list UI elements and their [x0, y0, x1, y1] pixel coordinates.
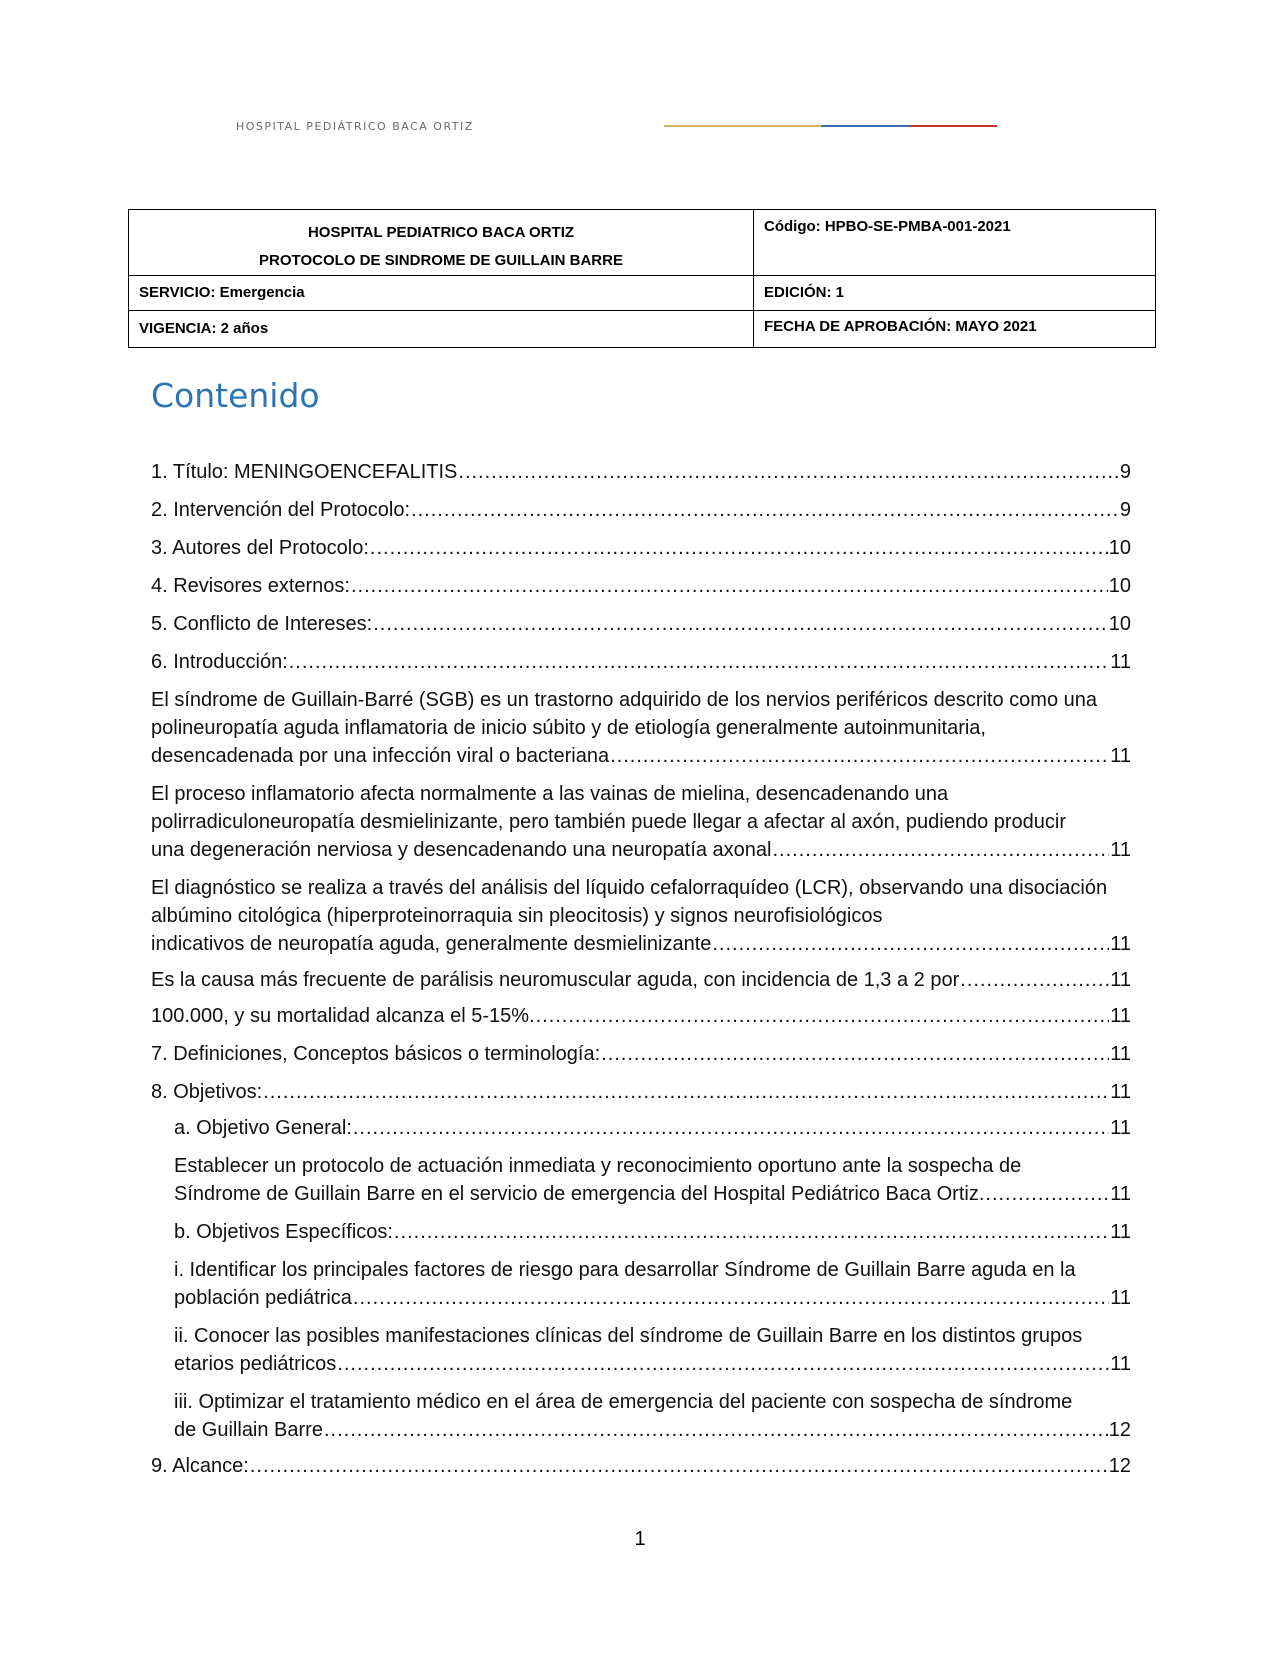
- toc-entry-title: población pediátrica: [174, 1287, 352, 1309]
- logo-line-blue: [821, 125, 909, 127]
- toc-dot-leader: [394, 1218, 1109, 1246]
- edicion-value: EDICIÓN: 1: [764, 284, 845, 301]
- toc-entry[interactable]: [151, 1322, 1131, 1378]
- fecha-cell: [754, 311, 1156, 348]
- toc-dot-leader: [351, 572, 1108, 600]
- table-of-contents: [151, 458, 1131, 1480]
- toc-entry-title: 9. Alcance:: [151, 1455, 249, 1477]
- toc-page-number: 12: [1108, 1455, 1131, 1477]
- toc-dot-leader: [960, 966, 1109, 994]
- toc-page-number: 10: [1108, 575, 1131, 597]
- toc-entry-title: 2. Intervención del Protocolo:: [151, 499, 411, 521]
- vigencia-value: VIGENCIA: 2 años: [139, 320, 269, 337]
- toc-entry-title: Es la causa más frecuente de parálisis neuromuscular aguda, con incidencia de 1,3 a 2 por: [151, 969, 960, 991]
- toc-page-number: 11: [1110, 1183, 1131, 1205]
- toc-entry[interactable]: [151, 1218, 1131, 1246]
- toc-entry-title: 3. Autores del Protocolo:: [151, 537, 369, 559]
- toc-entry-title: 4. Revisores externos:: [151, 575, 350, 597]
- toc-dot-leader: [458, 458, 1118, 486]
- toc-dot-leader: [610, 742, 1109, 770]
- toc-dot-leader: [263, 1078, 1109, 1106]
- toc-entry-text: iii. Optimizar el tratamiento médico en el área de emergencia del paciente con sospecha de síndrome: [174, 1391, 1073, 1413]
- edicion-cell: [754, 276, 1156, 311]
- toc-entry[interactable]: [151, 1152, 1131, 1208]
- page-number: 1: [634, 1528, 646, 1550]
- servicio-value: SERVICIO: Emergencia: [139, 284, 305, 301]
- toc-dot-leader: [353, 1114, 1109, 1142]
- toc-entry[interactable]: [151, 458, 1131, 486]
- toc-page-number: 10: [1108, 613, 1131, 635]
- hospital-protocol-cell: [129, 210, 754, 276]
- toc-entry-title: indicativos de neuropatía aguda, generalmente desmielinizante: [151, 933, 712, 955]
- hospital-logo-text: HOSPITAL PEDIÁTRICO BACA ORTIZ: [236, 120, 474, 133]
- toc-dot-leader: [985, 1180, 1109, 1208]
- toc-dot-leader: [712, 930, 1109, 958]
- toc-page-number: 11: [1110, 1005, 1131, 1027]
- toc-entry-title: de Guillain Barre: [174, 1419, 323, 1441]
- toc-entry[interactable]: [151, 1002, 1131, 1030]
- toc-entry-title: Síndrome de Guillain Barre en el servicio de emergencia del Hospital Pediátrico Baca Ortiz.: [174, 1183, 985, 1205]
- toc-page-number: 11: [1110, 1287, 1131, 1309]
- toc-dot-leader: [773, 836, 1110, 864]
- toc-dot-leader: [373, 610, 1108, 638]
- toc-entry-title: a. Objetivo General:: [174, 1117, 352, 1139]
- toc-entry[interactable]: [151, 496, 1131, 524]
- toc-dot-leader: [250, 1452, 1108, 1480]
- toc-dot-leader: [337, 1350, 1109, 1378]
- toc-entry[interactable]: [151, 966, 1131, 994]
- protocol-info-table: [128, 209, 1156, 348]
- toc-entry[interactable]: [151, 572, 1131, 600]
- toc-dot-leader: [324, 1416, 1108, 1444]
- toc-entry[interactable]: [151, 1114, 1131, 1142]
- toc-entry[interactable]: [151, 1388, 1131, 1444]
- toc-entry[interactable]: [151, 874, 1131, 958]
- logo-line-red: [909, 125, 997, 127]
- toc-entry[interactable]: [151, 686, 1131, 770]
- servicio-cell: [129, 276, 754, 311]
- toc-entry-title: 100.000, y su mortalidad alcanza el 5-15%.: [151, 1005, 535, 1027]
- toc-entry-title: b. Objetivos Específicos:: [174, 1221, 393, 1243]
- toc-page-number: 11: [1110, 1221, 1131, 1243]
- logo-line-gold: [664, 125, 821, 127]
- vigencia-cell: [129, 311, 754, 348]
- fecha-value: FECHA DE APROBACIÓN: MAYO 2021: [764, 318, 1037, 335]
- toc-entry-text: El diagnóstico se realiza a través del análisis del líquido cefalorraquídeo (LCR), observando una disociación albúmino citológica (hiperproteinorraquia sin pleocitosis) y signos neurofisiológicos: [151, 877, 1108, 927]
- toc-page-number: 10: [1108, 537, 1131, 559]
- toc-entry-title: 6. Introducción:: [151, 651, 288, 673]
- toc-entry-title: 1. Título: MENINGOENCEFALITIS: [151, 461, 458, 483]
- toc-entry-text: ii. Conocer las posibles manifestaciones clínicas del síndrome de Guillain Barre en los distintos grupos: [174, 1325, 1083, 1347]
- toc-page-number: 11: [1110, 651, 1131, 673]
- toc-dot-leader: [370, 534, 1108, 562]
- toc-entry[interactable]: [151, 1040, 1131, 1068]
- codigo-cell: [754, 210, 1156, 276]
- toc-dot-leader: [411, 496, 1119, 524]
- toc-entry-title: etarios pediátricos: [174, 1353, 337, 1375]
- toc-page-number: 11: [1110, 1353, 1131, 1375]
- toc-page-number: 12: [1108, 1419, 1131, 1441]
- toc-entry[interactable]: [151, 780, 1131, 864]
- toc-entry[interactable]: [151, 534, 1131, 562]
- toc-dot-leader: [353, 1284, 1109, 1312]
- toc-entry[interactable]: [151, 648, 1131, 676]
- toc-page-number: 11: [1110, 1081, 1131, 1103]
- toc-entry[interactable]: [151, 1256, 1131, 1312]
- codigo-value: Código: HPBO-SE-PMBA-001-2021: [764, 218, 1011, 235]
- toc-dot-leader: [536, 1002, 1110, 1030]
- toc-page-number: 9: [1119, 499, 1131, 521]
- toc-entry-text: i. Identificar los principales factores de riesgo para desarrollar Síndrome de Guillain Barre aguda en la: [174, 1259, 1076, 1281]
- toc-entry-title: una degeneración nerviosa y desencadenando una neuropatía axonal: [151, 839, 772, 861]
- toc-entry[interactable]: [151, 1452, 1131, 1480]
- toc-page-number: 11: [1110, 745, 1131, 767]
- toc-entry-text: Establecer un protocolo de actuación inmediata y reconocimiento oportuno ante la sospecha de: [174, 1155, 1022, 1177]
- toc-entry-title: desencadenada por una infección viral o bacteriana: [151, 745, 610, 767]
- toc-page-number: 11: [1110, 1117, 1131, 1139]
- hospital-name: HOSPITAL PEDIATRICO BACA ORTIZ: [307, 224, 575, 241]
- toc-entry-title: 5. Conflicto de Intereses:: [151, 613, 373, 635]
- toc-entry-title: 7. Definiciones, Conceptos básicos o terminología:: [151, 1043, 601, 1065]
- toc-dot-leader: [601, 1040, 1109, 1068]
- toc-entry-title: 8. Objetivos:: [151, 1081, 263, 1103]
- toc-dot-leader: [289, 648, 1109, 676]
- protocol-name: PROTOCOLO DE SINDROME DE GUILLAIN BARRE: [259, 252, 623, 269]
- toc-entry[interactable]: [151, 1078, 1131, 1106]
- toc-page-number: 11: [1110, 1043, 1131, 1065]
- toc-page-number: 9: [1119, 461, 1131, 483]
- toc-title: Contenido: [151, 376, 320, 415]
- toc-entry-text: El síndrome de Guillain-Barré (SGB) es un trastorno adquirido de los nervios periféricos descrito como una polineuropatía aguda inflamatoria de inicio súbito y de etiología generalmente autoinmunitaria,: [151, 689, 1097, 739]
- toc-entry[interactable]: [151, 610, 1131, 638]
- toc-page-number: 11: [1110, 969, 1131, 991]
- toc-page-number: 11: [1110, 839, 1131, 861]
- toc-entry-text: El proceso inflamatorio afecta normalmente a las vainas de mielina, desencadenando una polirradiculoneuropatía desmielinizante, pero también puede llegar a afectar al axón, pudiendo producir: [151, 783, 1067, 833]
- toc-page-number: 11: [1110, 933, 1131, 955]
